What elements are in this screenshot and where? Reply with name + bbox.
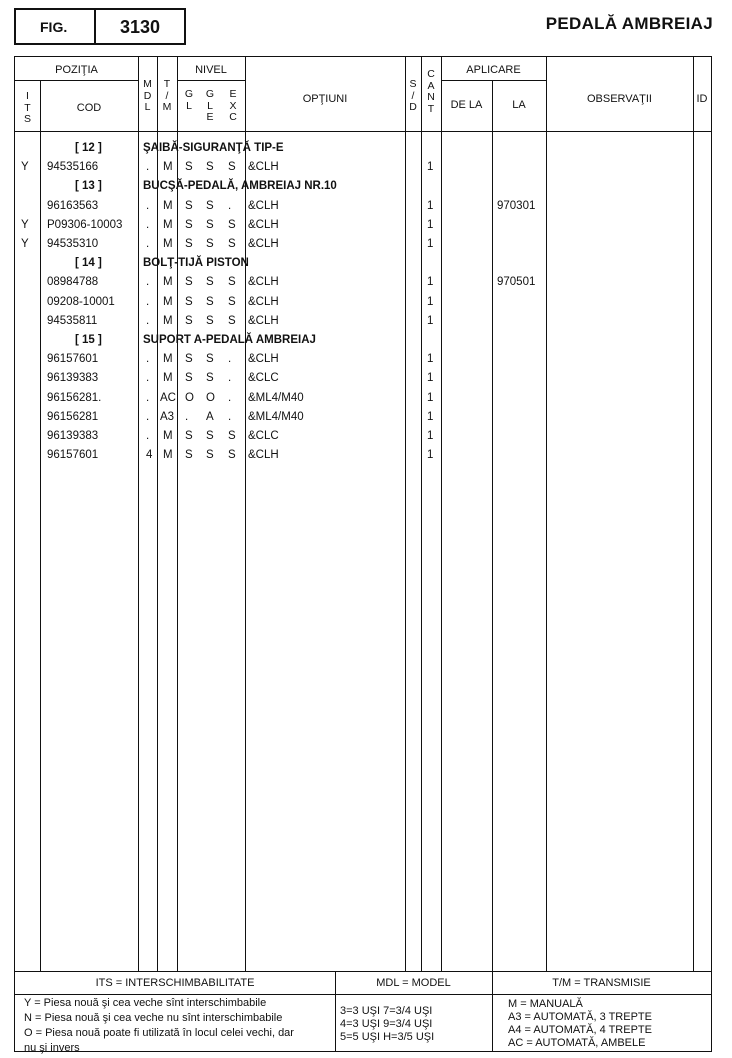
cell-cod: 96139383 (47, 430, 99, 442)
cell-cod: 96163563 (47, 199, 99, 212)
cell-tm: M (163, 238, 173, 250)
header-la: LA (512, 99, 526, 111)
cell-exc: . (228, 391, 232, 404)
cell-tm: M (163, 218, 173, 231)
cell-gle: S (206, 199, 214, 212)
cell-mdl: . (146, 218, 150, 231)
cell-exc: S (228, 276, 236, 289)
cell-optiuni: &CLC (248, 372, 279, 385)
cell-mdl: . (146, 410, 150, 423)
cell-cod: 94535166 (47, 161, 99, 174)
cell-cant: 1 (427, 276, 434, 289)
header-pozitia: POZIŢIA (55, 64, 98, 76)
cell-cant: 1 (427, 314, 434, 327)
header-gle: G L E (205, 88, 215, 123)
legend-tm-line: A4 = AUTOMATĂ, 4 TREPTE (508, 1024, 652, 1036)
cell-cant: 1 (427, 161, 434, 174)
cell-gl: S (185, 314, 193, 327)
legend-tm-line: M = MANUALĂ (508, 998, 583, 1010)
cell-cant: 1 (427, 391, 434, 404)
cell-mdl: . (146, 161, 150, 174)
cell-mdl: 4 (146, 449, 153, 462)
cell-cant: 1 (427, 353, 434, 366)
group-description: SUPORT A-PEDALĂ AMBREIAJ (143, 334, 316, 346)
cell-exc: S (228, 238, 236, 250)
cell-tm: M (163, 199, 173, 212)
cell-optiuni: &ML4/M40 (248, 410, 304, 423)
cell-optiuni: &CLH (248, 314, 279, 327)
cell-mdl: . (146, 372, 150, 385)
cell-gl: S (185, 199, 193, 212)
cell-its: Y (21, 161, 29, 174)
cell-cant: 1 (427, 218, 434, 231)
legend-tm-title: T/M = TRANSMISIE (552, 977, 651, 989)
legend-mdl-line: 5=5 UŞI H=3/5 UŞI (340, 1031, 435, 1043)
cell-mdl: . (146, 353, 150, 366)
cell-tm: M (163, 276, 173, 289)
cell-mdl: . (146, 238, 150, 250)
cell-cant: 1 (427, 238, 434, 250)
parts-table (14, 56, 712, 1052)
legend-mdl-title: MDL = MODEL (376, 977, 451, 989)
cell-its: Y (21, 218, 29, 231)
cell-optiuni: &CLC (248, 430, 279, 442)
cell-tm: M (163, 449, 173, 462)
cell-gle: S (206, 161, 214, 174)
cell-mdl: . (146, 391, 150, 404)
cell-cod: 94535310 (47, 238, 99, 250)
cell-gle: S (206, 430, 214, 442)
header-its: I T S (23, 90, 31, 125)
cell-gl: S (185, 449, 193, 462)
cell-gl: S (185, 353, 193, 366)
cell-tm: M (163, 372, 173, 385)
cell-gle: S (206, 372, 214, 385)
cell-gl: O (185, 391, 194, 404)
cell-tm: M (163, 353, 173, 366)
figure-label: FIG. (40, 19, 68, 35)
group-description: ŞAIBĂ-SIGURANŢĂ TIP-E (143, 142, 284, 154)
cell-gle: S (206, 276, 214, 289)
cell-cod: P09306-10003 (47, 218, 123, 231)
cell-la: 970501 (497, 276, 536, 289)
cell-gl: S (185, 430, 193, 442)
cell-optiuni: &CLH (248, 161, 279, 174)
header-nivel: NIVEL (195, 64, 227, 76)
cell-cant: 1 (427, 410, 434, 423)
cell-exc: S (228, 430, 236, 442)
header-optiuni: OPŢIUNI (302, 93, 348, 105)
header-de-la: DE LA (450, 99, 483, 111)
header-cant: C A N T (427, 68, 435, 115)
cell-its: Y (21, 238, 29, 250)
cell-gle: A (206, 410, 214, 423)
cell-optiuni: &CLH (248, 218, 279, 231)
cell-mdl: . (146, 295, 150, 308)
cell-exc: S (228, 161, 236, 174)
cell-cod: 94535811 (47, 314, 98, 327)
cell-optiuni: &ML4/M40 (248, 391, 304, 404)
cell-gl: S (185, 161, 193, 174)
page-title: PEDALĂ AMBREIAJ (545, 14, 713, 33)
cell-cant: 1 (427, 449, 434, 462)
cell-tm: M (163, 430, 173, 442)
figure-number: 3130 (120, 17, 161, 37)
cell-tm: M (163, 314, 173, 327)
group-description: BUCŞĂ-PEDALĂ, AMBREIAJ NR.10 (143, 180, 337, 193)
header-exc: E X C (229, 88, 237, 123)
group-position: [ 14 ] (75, 257, 102, 270)
cell-cod: 96157601 (47, 449, 99, 462)
cell-gl: S (185, 218, 193, 231)
header-aplicare: APLICARE (466, 64, 521, 76)
header-observatii: OBSERVAŢII (586, 93, 652, 105)
cell-cant: 1 (427, 372, 434, 385)
header-tm: T / M (162, 78, 172, 113)
header-mdl: M D L (143, 78, 152, 113)
cell-cod: 09208-10001 (47, 295, 115, 308)
cell-tm: AC (160, 391, 176, 404)
cell-tm: M (163, 295, 173, 308)
group-position: [ 13 ] (75, 180, 102, 193)
cell-optiuni: &CLH (248, 199, 279, 212)
cell-exc: . (228, 372, 232, 385)
cell-exc: . (228, 199, 232, 212)
cell-cod: 96157601 (47, 353, 99, 366)
cell-mdl: . (146, 430, 150, 442)
cell-exc: S (228, 449, 236, 462)
cell-exc: . (228, 353, 232, 366)
cell-cod: 08984788 (47, 276, 99, 289)
cell-tm: M (163, 161, 173, 174)
cell-gle: S (206, 218, 214, 231)
cell-tm: A3 (160, 410, 175, 423)
cell-gle: O (206, 391, 215, 404)
cell-gl: S (185, 238, 193, 250)
cell-mdl: . (146, 276, 150, 289)
cell-gle: S (206, 238, 214, 250)
cell-cod: 96156281. (47, 391, 102, 404)
group-description: BOLŢ-TIJĂ PISTON (143, 257, 249, 270)
cell-cod: 96139383 (47, 372, 99, 385)
cell-gl: S (185, 295, 193, 308)
cell-mdl: . (146, 199, 150, 212)
header-gl: G L (184, 88, 194, 112)
cell-optiuni: &CLH (248, 238, 279, 250)
legend-mdl-line: 4=3 UŞI 9=3/4 UŞI (340, 1018, 433, 1030)
cell-gle: S (206, 295, 214, 308)
cell-exc: S (228, 295, 236, 308)
cell-gle: S (206, 449, 214, 462)
legend-tm-line: A3 = AUTOMATĂ, 3 TREPTE (508, 1011, 652, 1023)
cell-gl: S (185, 372, 193, 385)
cell-exc: . (228, 410, 232, 423)
cell-exc: S (228, 314, 236, 327)
cell-gle: S (206, 314, 214, 327)
cell-mdl: . (146, 314, 150, 327)
cell-optiuni: &CLH (248, 449, 279, 462)
group-position: [ 15 ] (75, 334, 102, 346)
header-sd: S / D (409, 78, 417, 113)
cell-cant: 1 (427, 295, 434, 308)
legend-its-line: N = Piesa nouă şi cea veche nu sînt interschimbabile (24, 1012, 283, 1024)
cell-gl: S (185, 276, 193, 289)
cell-optiuni: &CLH (248, 353, 279, 366)
cell-la: 970301 (497, 199, 536, 212)
legend-its-line: Y = Piesa nouă şi cea veche sînt interschimbabile (24, 997, 267, 1009)
cell-optiuni: &CLH (248, 276, 279, 289)
cell-optiuni: &CLH (248, 295, 279, 308)
group-position: [ 12 ] (75, 142, 102, 154)
cell-cant: 1 (427, 430, 434, 442)
cell-cod: 96156281 (47, 410, 99, 423)
legend-its-title: ITS = INTERSCHIMBABILITATE (95, 977, 255, 989)
cell-cant: 1 (427, 199, 434, 212)
cell-exc: S (228, 218, 236, 231)
legend-tm-line: AC = AUTOMATĂ, AMBELE (508, 1037, 646, 1049)
legend-its-line: nu şi invers (24, 1042, 80, 1054)
legend-its-line: O = Piesa nouă poate fi utilizată în locul celei vechi, dar (24, 1027, 294, 1039)
header-cod: COD (76, 102, 102, 114)
cell-gl: . (185, 410, 189, 423)
legend-mdl-line: 3=3 UŞI 7=3/4 UŞI (340, 1005, 433, 1017)
header-id: ID (696, 93, 708, 105)
cell-gle: S (206, 353, 214, 366)
